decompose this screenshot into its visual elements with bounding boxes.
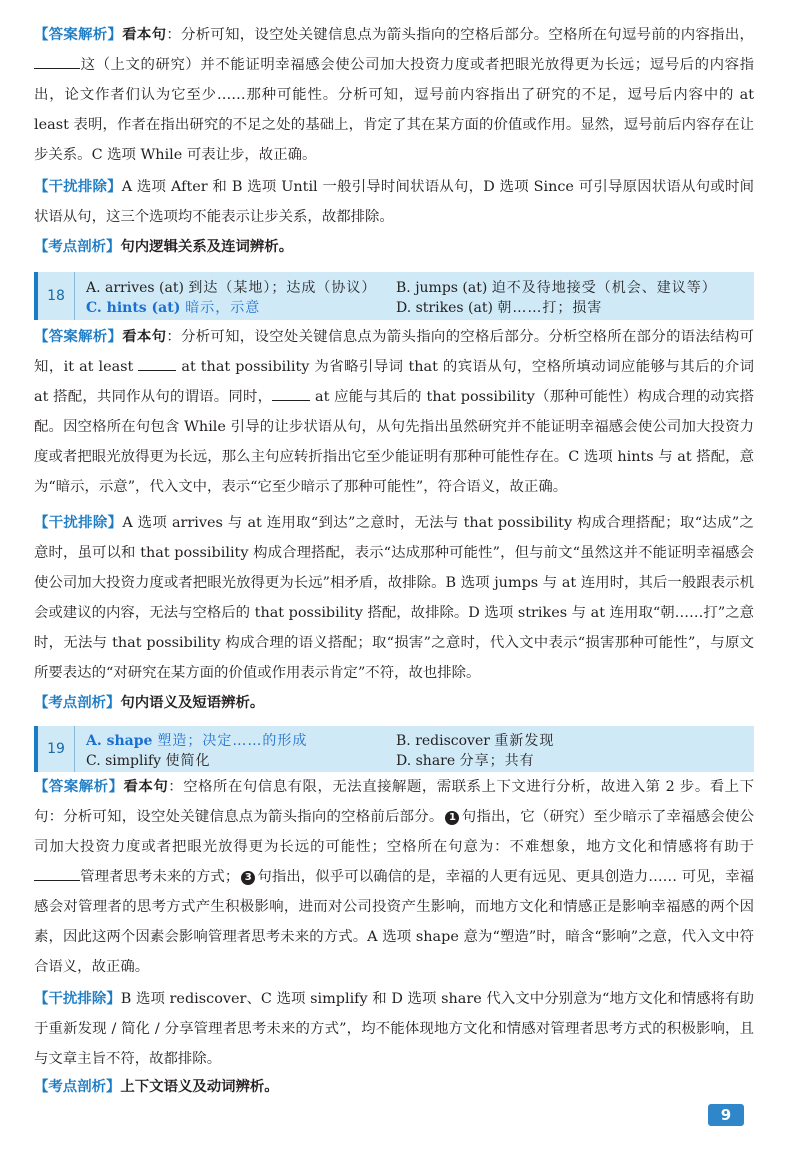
lead-text: 看本句 bbox=[122, 329, 167, 345]
question-number: 19 bbox=[38, 726, 75, 772]
section-tag: 干扰排除 bbox=[48, 179, 108, 195]
interference-19: 【干扰排除】B 选项 rediscover、C 选项 simplify 和 D 选项 share 代入文中分别意为“地方文化和情感将有助于重新发现 / 简化 / 分享管理者思考未来的方式”，均不能体现地方文化和情感对管理者思考方式的积极影响，且与文章主旨不符，故都排除。 bbox=[34, 991, 754, 1067]
options-box-18 bbox=[34, 272, 754, 320]
analysis-text-part2: 这（上文的研究）并不能证明幸福感会使公司加大投资力度或者把眼光放得更为长远；逗号后的内容指出，论文作者们认为它至少……那种可能性。分析可知，逗号前内容指出了研究的不足，逗号后内容中的 at least 表明，作者在指出研究的不足之处的基础上，肯定了其在某方面的价值或作用。显然，逗号前后内容存在让步关系。C 选项 While 可表让步，故正确。 bbox=[34, 57, 754, 163]
option-b: B. jumps (at) 迫不及待地接受（机会、建议等） bbox=[396, 280, 717, 296]
answer-analysis-17: 【答案解析】看本句：分析可知，设空处关键信息点为箭头指向的空格后部分。空格所在句逗号前的内容指出，这（上文的研究）并不能证明幸福感会使公司加大投资力度或者把眼光放得更为长远；逗号后的内容指出，论文作者们认为它至少……那种可能性。分析可知，逗号前内容指出了研究的不足，逗号后内容中的 at least 表明，作者在指出研究的不足之处的基础上，肯定了其在某方面的价值或作用。显然，逗号前后内容存在让步关系。C 选项 While 可表让步，故正确。 bbox=[34, 27, 754, 163]
lead-text: 看本句 bbox=[123, 779, 169, 795]
interference-18: 【干扰排除】A 选项 arrives 与 at 连用取“到达”之意时，无法与 that possibility 构成合理搭配；取“达成”之意时，虽可以和 that possibility 构成合理搭配，表示“达成那种可能性”，但与前文“虽然这并不能证明幸福感会使公司加大投资力度或者把眼光放得更为长远”相矛盾，故排除。B 选项 jumps 与 at 连用时，其后一般跟表示机会或建议的内容，无法与空格后的 that possibility 搭配，故排除。D 选项 strikes 与 at 连用取“朝……打”之意时，无法与 that possibility 构成合理的语义搭配；取“损害”之意时，代入文中表示“损害那种可能性”，与原文所要表达的“对研究在某方面的价值或作用表示肯定”不符，故也排除。 bbox=[34, 515, 754, 681]
analysis-text-part2: 句指出，它（研究）至少暗示了幸福感会使公司加大投资力度或者把眼光放得更为长远的可能性；空格所在句意为：不难想象，地方文化和情感将有助于 bbox=[34, 809, 754, 855]
key-point-17: 【考点剖析】句内逻辑关系及连词辨析。 bbox=[34, 239, 294, 255]
blank-line bbox=[138, 358, 176, 371]
lead-text: 看本句 bbox=[122, 27, 167, 43]
key-point-19: 【考点剖析】上下文语义及动词辨析。 bbox=[34, 1079, 279, 1095]
section-tag: 答案解析 bbox=[48, 27, 108, 43]
interference-text: B 选项 rediscover、C 选项 simplify 和 D 选项 share 代入文中分别意为“地方文化和情感将有助于重新发现 / 简化 / 分享管理者思考未来的方式”，均不能体现地方文化和情感对管理者思考方式的积极影响，且与文章主旨不符，故都排除。 bbox=[34, 991, 754, 1067]
option-c-correct: C. hints (at) 暗示，示意 bbox=[86, 300, 261, 316]
blank-line bbox=[34, 868, 80, 881]
interference-text: A 选项 After 和 B 选项 Until 一般引导时间状语从句，D 选项 Since 可引导原因状语从句或时间状语从句，这三个选项均不能表示让步关系，故都排除。 bbox=[34, 179, 754, 225]
page-number-badge: 9 bbox=[708, 1104, 744, 1126]
answer-analysis-18: 【答案解析】看本句：分析可知，设空处关键信息点为箭头指向的空格后部分。分析空格所在部分的语法结构可知，it at least at that possibility 为省略引导词 that 的宾语从句，空格所填动词应能够与其后的介词 at 搭配，共同作从句的谓语。同时， at 应能与其后的 that possibility（那种可能性）构成合理的动宾搭配。因空格所在句包含 While 引导的让步状语从句，从句先指出虽然研究并不能证明幸福感会使公司加大投资力度或者把眼光放得更为长远，那么主句应转折指出它至少能证明有那种可能性存在。C 选项 hints 与 at 搭配，意为“暗示，示意”，代入文中，表示“它至少暗示了那种可能性”，符合语义，故正确。 bbox=[34, 329, 754, 495]
circled-number-three: 3 bbox=[241, 871, 255, 885]
analysis-text-part3: 管理者思考未来的方式； bbox=[80, 869, 240, 885]
section-tag: 答案解析 bbox=[48, 779, 109, 795]
key-point-text: 句内语义及短语辨析。 bbox=[120, 695, 265, 711]
option-d: D. strikes (at) 朝……打；损害 bbox=[396, 300, 603, 316]
analysis-text-part1: ：分析可知，设空处关键信息点为箭头指向的空格后部分。分析空格所在部分的语法结构可知，it at least bbox=[34, 329, 754, 375]
blank-line bbox=[34, 56, 80, 69]
question-number: 18 bbox=[38, 272, 75, 320]
section-tag: 答案解析 bbox=[48, 329, 108, 345]
option-d: D. share 分享；共有 bbox=[396, 753, 535, 769]
circled-number-one: 1 bbox=[445, 811, 459, 825]
analysis-text-part1: ：空格所在句信息有限，无法直接解题，需联系上下文进行分析，故进入第 2 步。看上下句：分析可知，设空处关键信息点为箭头指向的空格前后部分。 bbox=[34, 779, 754, 825]
option-a-correct: A. shape 塑造；决定……的形成 bbox=[86, 733, 308, 749]
section-tag: 干扰排除 bbox=[48, 991, 107, 1007]
interference-17: 【干扰排除】A 选项 After 和 B 选项 Until 一般引导时间状语从句，D 选项 Since 可引导原因状语从句或时间状语从句，这三个选项均不能表示让步关系，故都排除。 bbox=[34, 179, 754, 225]
option-b: B. rediscover 重新发现 bbox=[396, 733, 555, 749]
options-box-19 bbox=[34, 726, 754, 772]
analysis-text-part1: ：分析可知，设空处关键信息点为箭头指向的空格后部分。空格所在句逗号前的内容指出， bbox=[166, 27, 754, 43]
option-c: C. simplify 使简化 bbox=[86, 753, 211, 769]
option-a: A. arrives (at) 到达（某地）；达成（协议） bbox=[86, 280, 377, 296]
section-tag: 考点剖析 bbox=[48, 695, 106, 711]
key-point-text: 上下文语义及动词辨析。 bbox=[120, 1079, 279, 1095]
analysis-text-part4: 句指出，似乎可以确信的是，幸福的人更有远见、更具创造力…… 可见，幸福感会对管理者的思考方式产生积极影响，进而对公司投资产生影响，而地方文化和情感正是影响幸福感的两个因素，因此这两个因素会影响管理者思考未来的方式。A 选项 shape 意为“塑造”时，暗含“影响”之意，代入文中符合语义，故正确。 bbox=[34, 869, 754, 975]
interference-text: A 选项 arrives 与 at 连用取“到达”之意时，无法与 that possibility 构成合理搭配；取“达成”之意时，虽可以和 that possibility 构成合理搭配，表示“达成那种可能性”，但与前文“虽然这并不能证明幸福感会使公司加大投资力度或者把眼光放得更为长远”相矛盾，故排除。B 选项 jumps 与 at 连用时，其后一般跟表示机会或建议的内容，无法与空格后的 that possibility 搭配，故排除。D 选项 strikes 与 at 连用取“朝……打”之意时，无法与 that possibility 构成合理的语义搭配；取“损害”之意时，代入文中表示“损害那种可能性”，与原文所要表达的“对研究在某方面的价值或作用表示肯定”不符，故也排除。 bbox=[34, 515, 754, 681]
blank-line bbox=[272, 388, 310, 401]
analysis-text-part3: at 应能与其后的 that possibility（那种可能性）构成合理的动宾搭配。因空格所在句包含 While 引导的让步状语从句，从句先指出虽然研究并不能证明幸福感会使公司加大投资力度或者把眼光放得更为长远，那么主句应转折指出它至少能证明有那种可能性存在。C 选项 hints 与 at 搭配，意为“暗示，示意”，代入文中，表示“它至少暗示了那种可能性”，符合语义，故正确。 bbox=[34, 389, 754, 495]
key-point-18: 【考点剖析】句内语义及短语辨析。 bbox=[34, 695, 265, 711]
section-tag: 考点剖析 bbox=[48, 239, 106, 255]
section-tag: 干扰排除 bbox=[48, 515, 108, 531]
analysis-text-part2: at that possibility 为省略引导词 that 的宾语从句，空格所填动词应能够与其后的介词 at 搭配，共同作从句的谓语。同时， bbox=[34, 359, 754, 405]
key-point-text: 句内逻辑关系及连词辨析。 bbox=[120, 239, 294, 255]
section-tag: 考点剖析 bbox=[48, 1079, 106, 1095]
answer-analysis-19: 【答案解析】看本句：空格所在句信息有限，无法直接解题，需联系上下文进行分析，故进入第 2 步。看上下句：分析可知，设空处关键信息点为箭头指向的空格前后部分。 1 句指出，它（研究）至少暗示了幸福感会使公司加大投资力度或者把眼光放得更为长远的可能性；空格所在句意为：不难想象，地方文化和情感将有助于管理者思考未来的方式； 3 句指出，似乎可以确信的是，幸福的人更有远见、更具创造力…… 可见，幸福感会对管理者的思考方式产生积极影响，进而对公司投资产生影响，而地方文化和情感正是影响幸福感的两个因素，因此这两个因素会影响管理者思考未来的方式。A 选项 shape 意为“塑造”时，暗含“影响”之意，代入文中符合语义，故正确。 bbox=[34, 779, 754, 975]
